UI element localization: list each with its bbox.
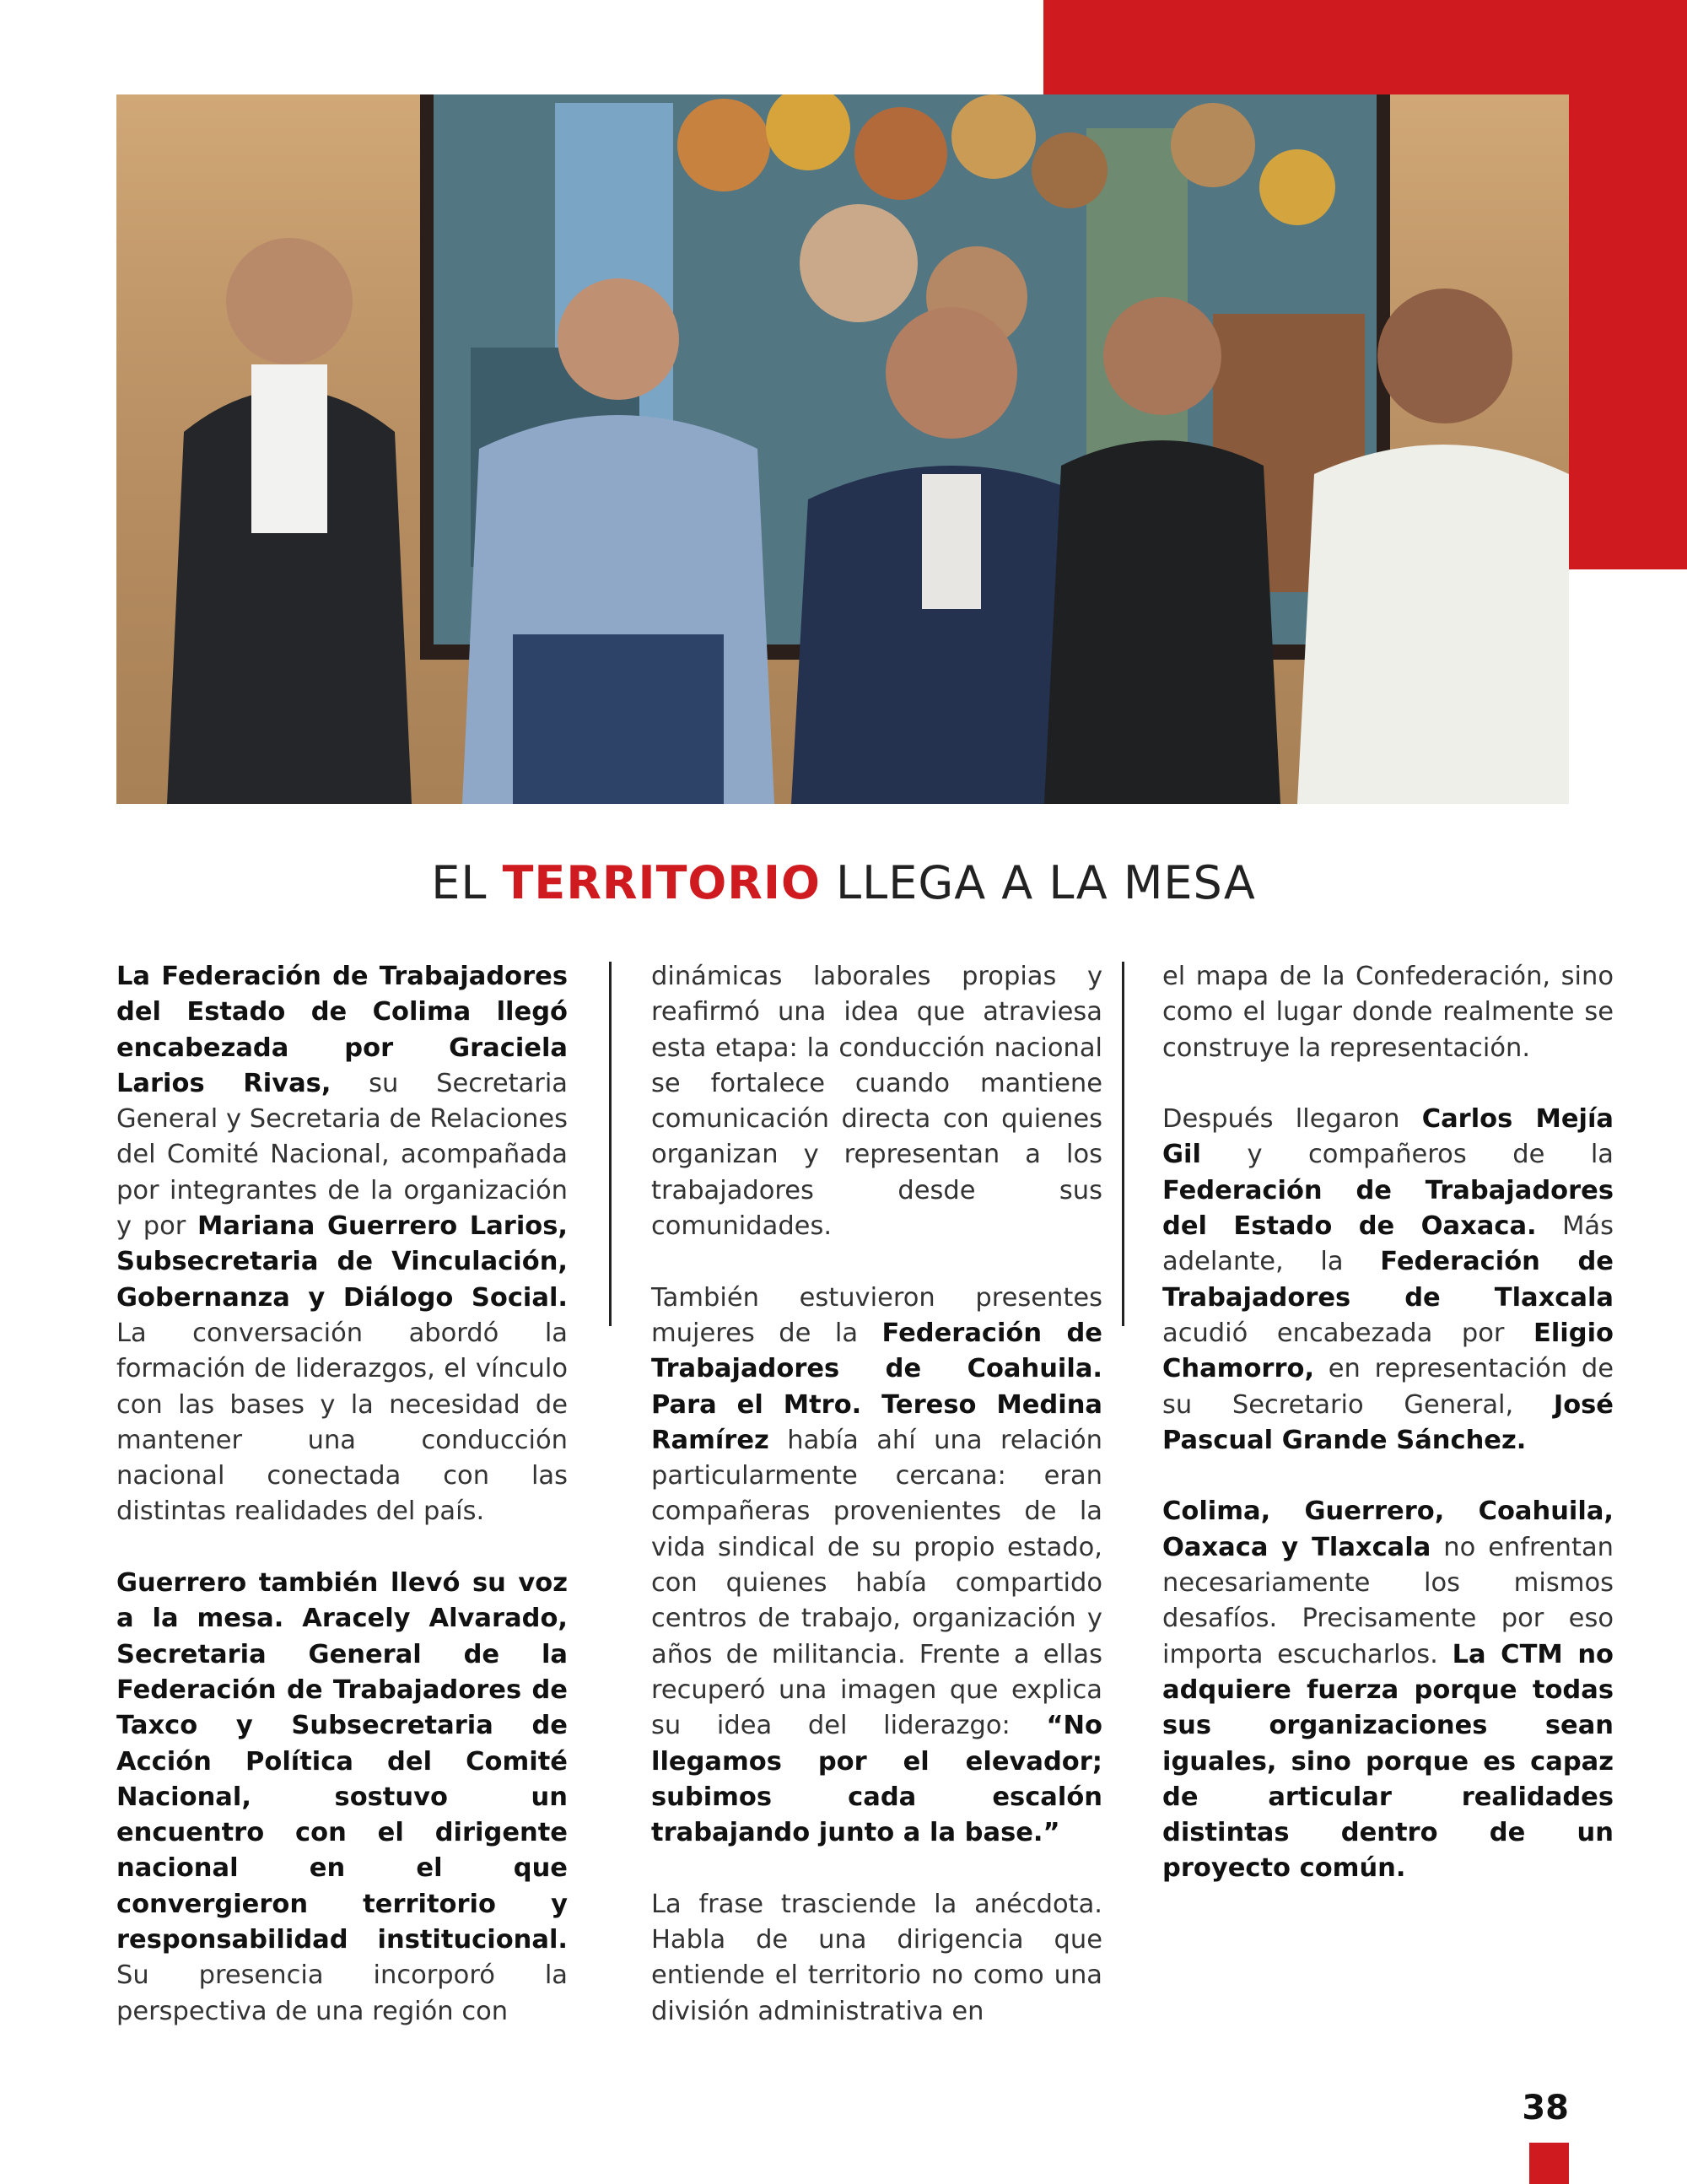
headline-accent: TERRITORIO <box>502 856 821 909</box>
text-run: el mapa de la Confederación, sino como el lugar donde realmente se construye la representación. <box>1162 962 1614 1063</box>
page-number-tab <box>1529 2143 1569 2184</box>
col1-paragraph-2 <box>116 1566 568 2030</box>
text-column-1 <box>116 959 568 2065</box>
text-run: La frase trasciende la anécdota. Habla de una dirigencia que entiende el territorio no como una división administrativa en <box>651 1889 1102 2026</box>
text-run: no enfrentan necesariamente los mismos desafíos. Precisamente por eso importa escucharlos. <box>1162 1532 1614 1669</box>
bold-text-run: Federación de Trabajadores del Estado de Oaxaca. <box>1162 1175 1614 1242</box>
page-number: 38 <box>1522 2089 1569 2127</box>
text-run: su Secretaria General y Secretaria de Relaciones del Comité Nacional, acompañada por integrantes de la organización y por <box>116 1068 568 1242</box>
text-run: La conversación abordó la formación de liderazgos, el vínculo con las bases y la necesidad de mantener una conducción nacional conectada con las distintas realidades del país. <box>116 1318 568 1527</box>
col3-paragraph-2 <box>1162 1102 1614 1459</box>
text-run: acudió encabezada por <box>1162 1318 1533 1348</box>
text-column-2 <box>651 959 1102 2065</box>
headline-pre: EL <box>431 856 503 909</box>
text-run: dinámicas laborales propias y reafirmó una idea que atraviesa esta etapa: la conducción nacional se fortalece cuando mantiene comunicación directa con quienes organizan y representan a los trabajadores desde sus comunidades. <box>651 962 1102 1242</box>
bold-text-run: Carlos Mejía Gil <box>1162 1104 1614 1170</box>
bold-text-run: Colima, Guerrero, Coahuila, Oaxaca y Tlaxcala <box>1162 1496 1614 1562</box>
text-column-3 <box>1162 959 1614 1922</box>
text-run: y compañeros de la <box>1200 1140 1614 1170</box>
column-divider-2 <box>1122 962 1124 1326</box>
col2-paragraph-1 <box>651 959 1102 1244</box>
col2-paragraph-3 <box>651 1887 1102 2030</box>
group-photo <box>116 94 1569 804</box>
column-divider-1 <box>609 962 612 1326</box>
bold-text-run: Eligio Chamorro, <box>1162 1318 1614 1384</box>
bold-text-run: Federación de Trabajadores de Tlaxcala <box>1162 1247 1614 1313</box>
bold-text-run: La CTM no adquiere fuerza porque todas sus organizaciones sean iguales, sino porque es capaz de articular realidades distintas dentro de un proyecto común. <box>1162 1639 1614 1884</box>
bold-text-run: Guerrero también llevó su voz a la mesa. Aracely Alvarado, Secretaria General de la Federación de Trabajadores de Taxco y Subsecretaria de Acción Política del Comité Nacional, sostuvo un encuentro con el dirigente nacional en el que convergieron territorio y responsabilidad institucional. <box>116 1568 568 1955</box>
text-run: También estuvieron presentes mujeres de la <box>651 1282 1102 1348</box>
text-run: Después llegaron <box>1162 1104 1422 1135</box>
bold-text-run: José Pascual Grande Sánchez. <box>1162 1389 1614 1455</box>
col2-paragraph-2 <box>651 1281 1102 1852</box>
text-run: Más adelante, la <box>1162 1211 1614 1277</box>
bold-text-run: “No llegamos por el elevador; subimos cada escalón trabajando junto a la base.” <box>651 1711 1102 1848</box>
col1-paragraph-1 <box>116 959 568 1530</box>
text-run: Su presencia incorporó la perspectiva de una región con <box>116 1960 568 2026</box>
bold-text-run: Federación de Trabajadores de Coahuila. Para el Mtro. Tereso Medina Ramírez <box>651 1318 1102 1455</box>
bold-text-run: Mariana Guerrero Larios, Subsecretaria de Vinculación, Gobernanza y Diálogo Social. <box>116 1211 568 1313</box>
text-run: había ahí una relación particularmente cercana: eran compañeras provenientes de la vida sindical de su propio estado, con quienes había compartido centros de trabajo, organización y años de militancia. Frente a ellas recuperó una imagen que explica su idea del liderazgo: <box>651 1425 1102 1741</box>
col3-paragraph-1 <box>1162 959 1614 1066</box>
article-headline <box>0 856 1687 909</box>
text-run: en representación de su Secretario General, <box>1162 1354 1614 1420</box>
col3-paragraph-3 <box>1162 1494 1614 1886</box>
headline-post: LLEGA A LA MESA <box>820 856 1256 909</box>
bold-text-run: La Federación de Trabajadores del Estado de Colima llegó encabezada por Graciela Larios Rivas, <box>116 962 568 1098</box>
